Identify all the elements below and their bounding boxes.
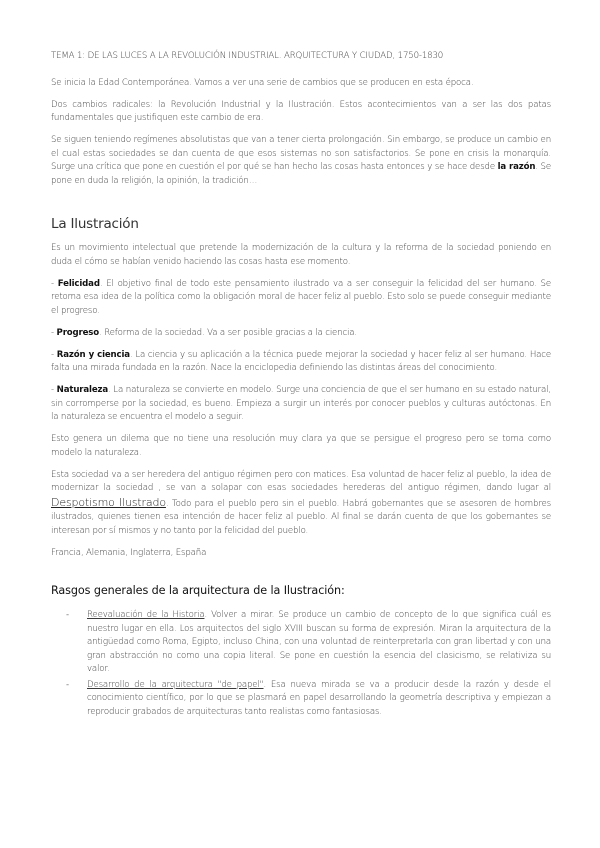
item-bold: Progreso [56, 327, 100, 338]
intro-paragraph-2: Dos cambios radicales: la Revolución Industrial y la Ilustración. Estos acontecimientos van a ser las dos patas fundamentales que justifiquen este cambio de era. [51, 99, 551, 123]
item-bold: Naturaleza [56, 385, 109, 395]
section1-paragraph-3 [51, 469, 551, 539]
section1-paragraph-1: Es un movimiento intelectual que pretende la modernización de la cultura y la reforma de la sociedad poniendo en duda el cómo se habían venido haciendo las cosas hasta ese momento. [51, 243, 551, 267]
p3-text-a: Se siguen teniendo regímenes absolutistas que van a tener cierta prolongación. Sin embargo, se produce un cambio en el cual estas sociedades se dan cuenta de que esos sistemas no son satisfactorios. Se pone en crisis la monarquía. Surge una crítica que pone en cuestión el por qué se han hecho las cosas hasta entonces y se hace desde [51, 135, 551, 172]
p-text-b: . Todo para el pueblo pero sin el pueblo. Habrá gobernantes que se asesoren de hombres ilustrados, quienes tienen esa intención de hacer feliz al pueblo. Al final se darán cuenta de que los gobernantes se interesan por sí mismos y no tanto por la felicidad del pueblo. [51, 498, 551, 536]
item-naturaleza [51, 384, 551, 425]
item-dash: - [51, 327, 57, 338]
list-item [51, 609, 551, 677]
p3-text-b: . Se pone en duda la religión, la opinión, la tradición… [51, 162, 551, 186]
despotismo-link[interactable]: Despotismo Ilustrado [51, 495, 166, 509]
p3-bold: la razón [497, 162, 536, 172]
item-text: . El objetivo final de todo este pensamiento ilustrado va a ser conseguir la felicidad del ser humano. Se retoma esa idea de la política como la obligación moral de hacer feliz al pueblo. Esto solo se puede conseguir mediante el progreso. [51, 278, 551, 316]
section-heading-ilustracion: La Ilustración [51, 216, 139, 232]
list-item [51, 679, 551, 720]
countries-line: Francia, Alemania, Inglaterra, España [51, 547, 207, 558]
item-text: . Volver a mirar. Se produce un cambio de concepto de lo que significa cuál es nuestro lugar en ella. Los arquitectos del siglo XVIII buscan su forma de expresión. Miran la arquitectura de la antigüedad como Roma, Egipto, incluso China, con una voluntad de reinterpretarla con gran libertad y con una gran abstracción no como una copia literal. Se pone en cuestión la esencia del clasicismo, se relativiza su valor. [87, 610, 551, 674]
bullet-mark: - [66, 610, 70, 620]
item-bold: Felicidad [57, 278, 100, 289]
rasgos-list [51, 609, 551, 719]
section-heading-rasgos: Rasgos generales de la arquitectura de la Ilustración: [51, 584, 345, 597]
item-felicidad [51, 278, 551, 319]
item-text: . Esa nueva mirada se va a producir desde la razón y desde el conocimiento científico, por lo que se plasmará en papel desarrollando la geometría descriptiva y empiezan a reproducir grabados de arquitecturas tanto realistas como fantasiosas. [87, 679, 551, 717]
item-text: . Reforma de la sociedad. Va a ser posible gracias a la ciencia. [99, 327, 357, 338]
p-text-a: Esta sociedad va a ser heredera del antiguo régimen pero con matices. Esa voluntad de hacer feliz al pueblo, la idea de modernizar la sociedad , se van a solapar con esas sociedades herederas del antiguo régimen, dando lugar al [51, 469, 551, 493]
item-dash: - [51, 385, 57, 395]
bullet-mark: - [66, 679, 70, 690]
intro-paragraph-3 [51, 134, 551, 188]
item-progreso [51, 327, 551, 341]
item-dash: - [51, 349, 57, 360]
item-bold: Razón y ciencia [56, 349, 130, 360]
document-page [51, 50, 551, 721]
item-text: . La naturaleza se convierte en modelo. Surge una conciencia de que el ser humano en su estado natural, sin corromperse por la sociedad, es bueno. Empieza a surgir un interés por conocer pueblos y culturas autóctonas. En la naturaleza se encuentra el modelo a seguir. [51, 385, 551, 422]
item-razon-ciencia [51, 349, 551, 376]
item-underlined: Reevaluación de la Historia [87, 610, 205, 620]
item-text: . La ciencia y su aplicación a la técnica puede mejorar la sociedad y hacer feliz al ser humano. Hace falta una mirada fundada en la razón. Nace la enciclopedia definiendo las distintas áreas del conocimiento. [51, 349, 551, 373]
document-title: TEMA 1: DE LAS LUCES A LA REVOLUCIÓN INDUSTRIAL. ARQUITECTURA Y CIUDAD, 1750-1830 [51, 51, 444, 61]
intro-paragraph-1: Se inicia la Edad Contemporánea. Vamos a ver una serie de cambios que se producen en esta época. [51, 77, 474, 88]
section1-paragraph-2: Esto genera un dilema que no tiene una resolución muy clara ya que se persigue el progreso pero se toma como modelo la naturaleza. [51, 434, 551, 458]
item-dash: - [51, 278, 58, 289]
item-underlined: Desarrollo de la arquitectura "de papel" [87, 679, 264, 690]
